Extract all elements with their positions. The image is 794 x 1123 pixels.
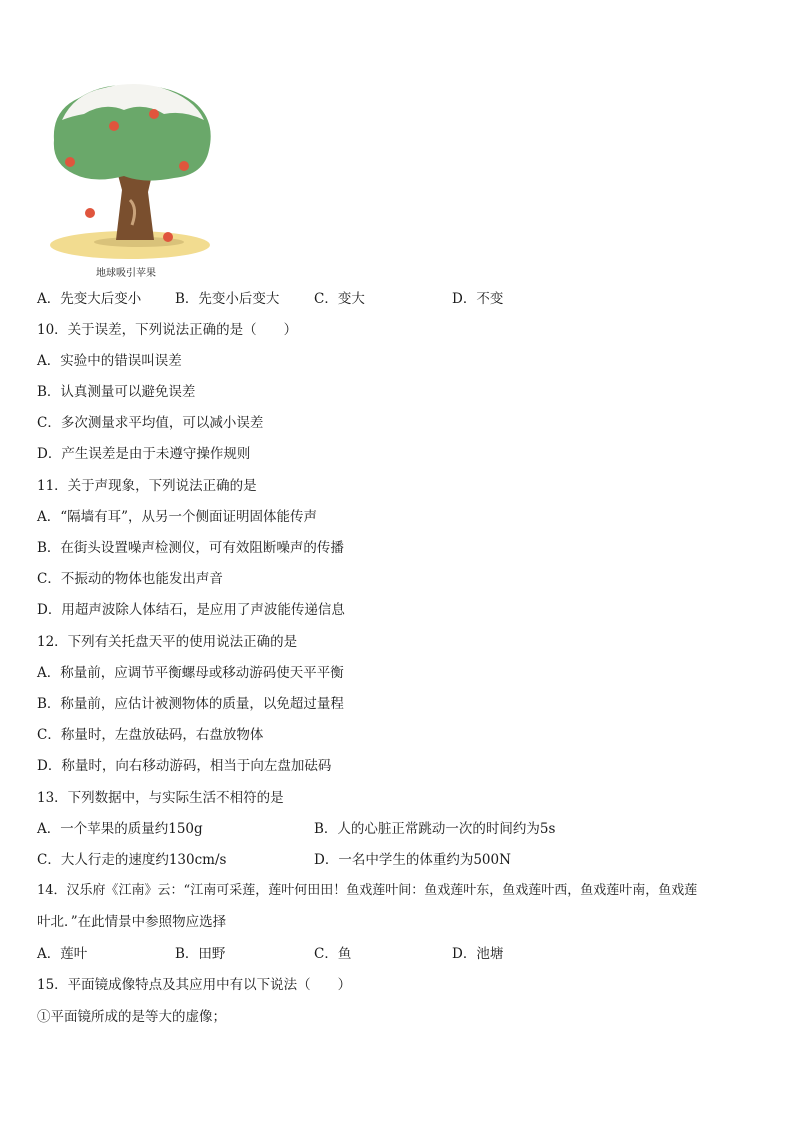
q11-option-a: A．“隔墙有耳”，从另一个侧面证明固体能传声 [37,509,318,525]
figure-caption: 地球吸引苹果 [96,268,156,279]
q9-option-d: D．不变 [452,291,504,307]
apple-6 [163,232,173,242]
q13-option-d: D．一名中学生的体重约为500N [314,852,511,868]
q11-option-b: B．在街头设置噪声检测仪，可有效阻断噪声的传播 [37,540,344,556]
q13-option-a: A．一个苹果的质量约150g [37,821,203,837]
apple-4 [179,161,189,171]
q12-option-a: A．称量前，应调节平衡螺母或移动游码使天平平衡 [37,665,344,681]
q12-option-c: C．称量时，左盘放砝码，右盘放物体 [37,727,264,743]
apple-3 [65,157,75,167]
q10-stem: 10．关于误差，下列说法正确的是（ ） [37,322,298,338]
q11-option-d: D．用超声波除人体结石，是应用了声波能传递信息 [37,602,345,618]
apple-1 [149,109,159,119]
q10-option-d: D．产生误差是由于未遵守操作规则 [37,446,251,462]
apple-5 [85,208,95,218]
q13-stem: 13．下列数据中，与实际生活不相符的是 [37,790,284,806]
q10-option-b: B．认真测量可以避免误差 [37,384,196,400]
q14-option-a: A．莲叶 [37,946,88,962]
q11-option-c: C．不振动的物体也能发出声音 [37,571,223,587]
q14-option-b: B．田野 [175,946,226,962]
q12-option-b: B．称量前，应估计被测物体的质量，以免超过量程 [37,696,344,712]
q12-option-d: D．称量时，向右移动游码，相当于向左盘加砝码 [37,758,332,774]
apple-2 [109,121,119,131]
q9-option-c: C．变大 [314,291,365,307]
q13-option-b: B．人的心脏正常跳动一次的时间约为5s [314,821,556,837]
q15-item-1: ①平面镜所成的是等大的虚像； [37,1009,226,1025]
q14-stem-line1: 14．汉乐府《江南》云：“江南可采莲，莲叶何田田！鱼戏莲叶间：鱼戏莲叶东，鱼戏莲叶西，鱼戏莲叶南，鱼戏莲 [37,883,698,898]
q13-option-c: C．大人行走的速度约130cm/s [37,852,227,868]
q14-stem-line2: 叶北．”在此情景中参照物应选择 [37,914,227,930]
apple-tree-illustration [44,80,216,280]
q15-stem: 15．平面镜成像特点及其应用中有以下说法（ ） [37,977,352,993]
q9-option-b: B．先变小后变大 [175,291,280,307]
q9-option-a: A．先变大后变小 [37,291,142,307]
q11-stem: 11．关于声现象，下列说法正确的是 [37,478,257,494]
q12-stem: 12．下列有关托盘天平的使用说法正确的是 [37,634,298,650]
q14-option-d: D．池塘 [452,946,504,962]
q14-option-c: C．鱼 [314,946,352,962]
q10-option-c: C．多次测量求平均值，可以减小误差 [37,415,264,431]
q10-option-a: A．实验中的错误叫误差 [37,353,182,369]
